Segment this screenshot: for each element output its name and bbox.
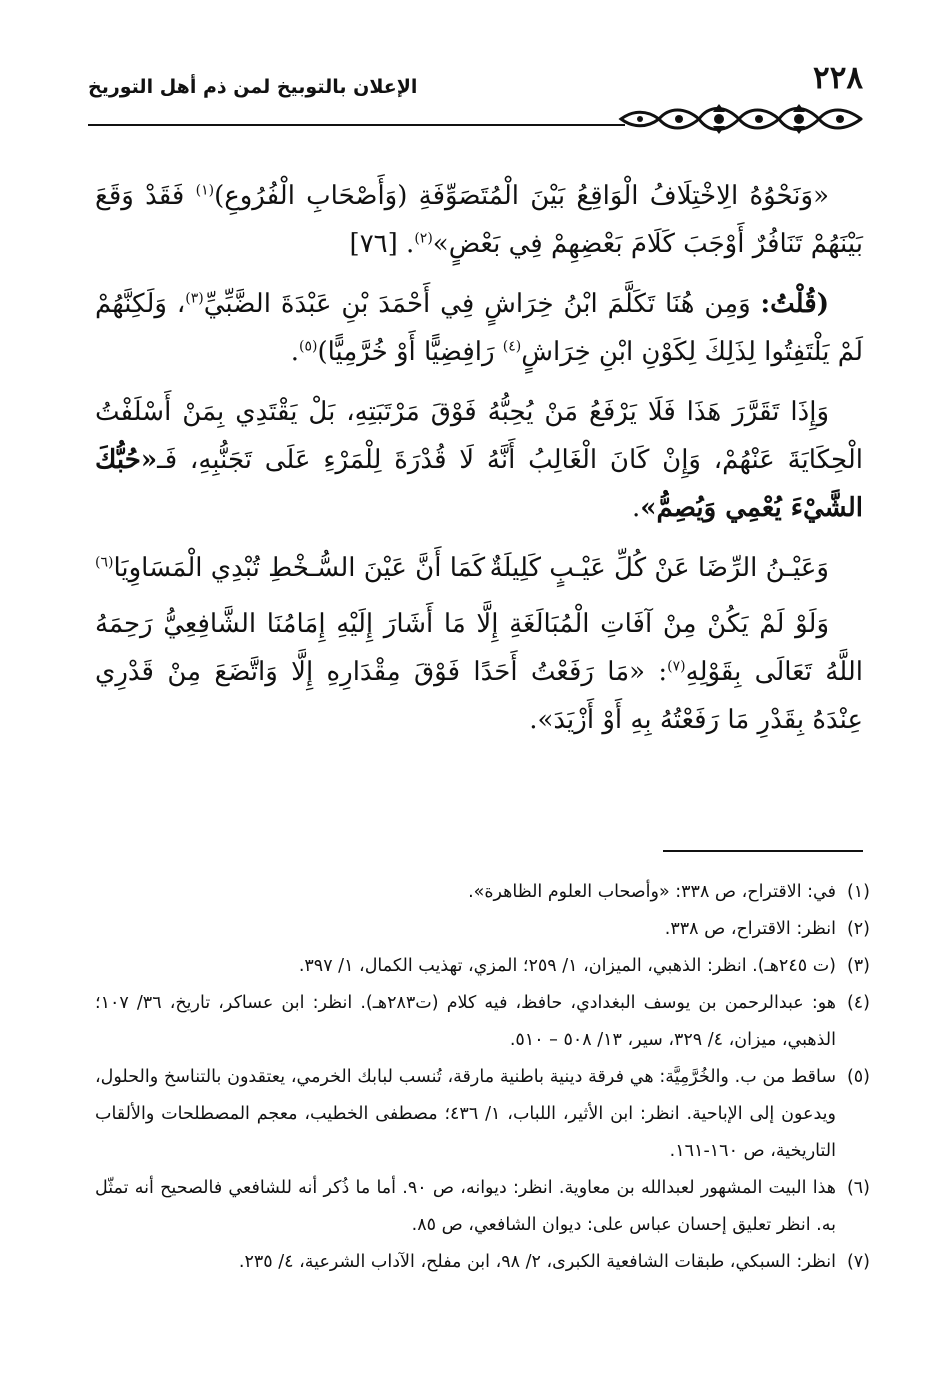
paragraph-4: [95, 600, 863, 744]
paragraph-1-end: . [٧٦]: [349, 229, 415, 259]
paragraph-2-text-3: رَافِضِيًّا أَوْ خُرَّمِيًّا): [317, 337, 503, 367]
footnote-text: انظر: الاقتراح، ص ٣٣٨.: [664, 919, 836, 939]
paragraph-3-proverb: «حُبُّكَ الشَّيْءَ يُعْمِي وَيُصِمُّ»: [95, 445, 863, 523]
footnote-number: (٢): [846, 919, 870, 939]
paragraph-4-text: وَلَوْ لَمْ يَكُنْ مِنْ آفَاتِ الْمُبَالَغَةِ إِلَّا مَا أَشَارَ إِلَيْهِ إِمَامُنَا الشَّافِعِيُّ رَحِمَهُ اللَّهُ تَعَالَى بِقَوْلِهِ: [95, 609, 863, 687]
footnotes: [95, 874, 870, 1281]
paragraph-2-end: .: [290, 337, 299, 367]
page-number: ٢٢٨: [813, 60, 863, 96]
paragraph-2: [95, 280, 863, 376]
footnote-number: (١): [846, 882, 870, 902]
footnote-item: [95, 911, 870, 948]
paragraph-4-text-2: : «مَا رَفَعْتُ أَحَدًا فَوْقَ مِقْدَارِهِ إِلَّا وَاتَّضَعَ مِنْ قَدْرِي عِنْدَهُ بِقَدْرِ مَا رَفَعْتُهُ بِهِ أَوْ أَزْيَدَ».: [95, 657, 863, 735]
running-title: الإعلان بالتوبيخ لمن ذم أهل التوريخ: [88, 76, 418, 98]
footnote-ref-2[interactable]: (٢): [414, 230, 433, 247]
header-rule: [88, 124, 625, 126]
footnote-ref-4[interactable]: (٤): [502, 338, 522, 355]
footnote-item: [95, 874, 870, 911]
footnote-number: (٧): [846, 1252, 870, 1272]
paragraph-1-text: «وَنَحْوُهُ الِاخْتِلَافُ الْوَاقِعُ بَيْنَ الْمُتَصَوِّفَةِ (وَأَصْحَابِ الْفُرُوعِ): [214, 181, 829, 211]
footnote-number: (٣): [846, 956, 870, 976]
footnote-item: [95, 1170, 870, 1244]
footnote-ref-5[interactable]: (٥): [298, 338, 318, 355]
paragraph-1: [95, 172, 863, 268]
footnote-text: ساقط من ب. والخُرَّمِيَّة: هي فرقة دينية باطنية مارقة، تُنسب لبابك الخرمي، يعتقدون بالتناسخ والحلول، ويدعون إلى الإباحية. انظر: ابن الأثير، اللباب، ١/ ٤٣٦؛ مصطفى الخطيب، معجم المصطلحات والألقاب التاريخية، ص ١٦٠-١٦١.: [95, 1067, 836, 1161]
footnote-item: [95, 985, 870, 1059]
footnote-text: هو: عبدالرحمن بن يوسف البغدادي، حافظ، فيه كلام (ت٢٨٣هـ). انظر: ابن عساكر، تاريخ، ٣٦/ ١٠٧؛ الذهبي، ميزان، ٤/ ٣٢٩، سير، ١٣/ ٥٠٨ – ٥١٠.: [95, 993, 837, 1050]
floral-ornament-icon: [613, 102, 863, 136]
poem-hemistich-1: وَعَيْـنُ الرِّضَا عَنْ كُلِّ عَيْـبٍ كَلِيلَةٌ: [489, 553, 829, 583]
footnote-ref-1[interactable]: (١): [195, 182, 215, 199]
paragraph-1-text-2: فَقَدْ وَقَعَ بَيْنَهُمْ تَنَافُرٌ أَوْجَبَ كَلَامَ بَعْضِهِمْ فِي بَعْضٍ»: [95, 181, 863, 259]
footnote-text: في: الاقتراح، ص ٣٣٨: «وأصحاب العلوم الظاهرة».: [468, 882, 836, 902]
footnote-number: (٦): [846, 1178, 870, 1198]
poem-verse: [95, 544, 863, 592]
paragraph-2-text-2: ، وَلَكِنَّهُمْ لَمْ يَلْتَفِتُوا لِذَلِكَ لِكَوْنِ ابْنِ خِرَاشٍ: [95, 289, 863, 367]
footnote-text: هذا البيت المشهور لعبدالله بن معاوية. انظر: ديوانه، ص ٩٠. أما ما ذُكر أنه للشافعي فالصحيح أنه تمثّل به. انظر تعليق إحسان عباس على: ديوان الشافعي، ص ٨٥.: [95, 1178, 836, 1235]
paragraph-3-text: وَإِذَا تَقَرَّرَ هَذَا فَلَا يَرْفَعُ مَنْ يُحِبُّهُ فَوْقَ مَرْتَبَتِهِ، بَلْ يَقْتَدِي بِمَنْ أَسْلَفْتُ الْحِكَايَةَ عَنْهُمْ، وَإِنْ كَانَ الْغَالِبُ أَنَّهُ لَا قُدْرَةَ لِلْمَرْءِ عَلَى تَجَنُّبِهِ، فَـ: [95, 397, 863, 475]
footnote-ref-7[interactable]: (٧): [667, 658, 686, 675]
footnote-number: (٤): [846, 993, 870, 1013]
footnote-item: [95, 1244, 870, 1281]
main-text: [95, 172, 863, 756]
footnote-text: انظر: السبكي، طبقات الشافعية الكبرى، ٢/ ٩٨، ابن مفلح، الآداب الشرعية، ٤/ ٢٣٥.: [238, 1252, 836, 1272]
paragraph-3-end: .: [632, 493, 641, 523]
footnote-ref-3[interactable]: (٣): [185, 290, 204, 307]
footnote-ref-6[interactable]: (٦): [95, 554, 114, 571]
footnote-text: (ت ٢٤٥هـ). انظر: الذهبي، الميزان، ١/ ٢٥٩؛ المزي، تهذيب الكمال، ١/ ٣٩٧.: [298, 956, 836, 976]
paragraph-3: [95, 388, 863, 532]
page-header: [88, 58, 863, 138]
footnote-number: (٥): [846, 1067, 870, 1087]
footnote-item: [95, 948, 870, 985]
paragraph-2-lead: (قُلْتُ:: [760, 289, 829, 319]
poem-hemistich-2: كَمَا أَنَّ عَيْنَ السُّـخْطِ تُبْدِي الْمَسَاوِيَا: [113, 553, 486, 583]
footnote-item: [95, 1059, 870, 1170]
paragraph-2-text: وَمِن هُنَا تَكَلَّمَ ابْنُ خِرَاشٍ فِي أَحْمَدَ بْنِ عَبْدَةَ الضَّبِّيِّ: [203, 289, 761, 319]
footnote-separator: [663, 850, 863, 852]
